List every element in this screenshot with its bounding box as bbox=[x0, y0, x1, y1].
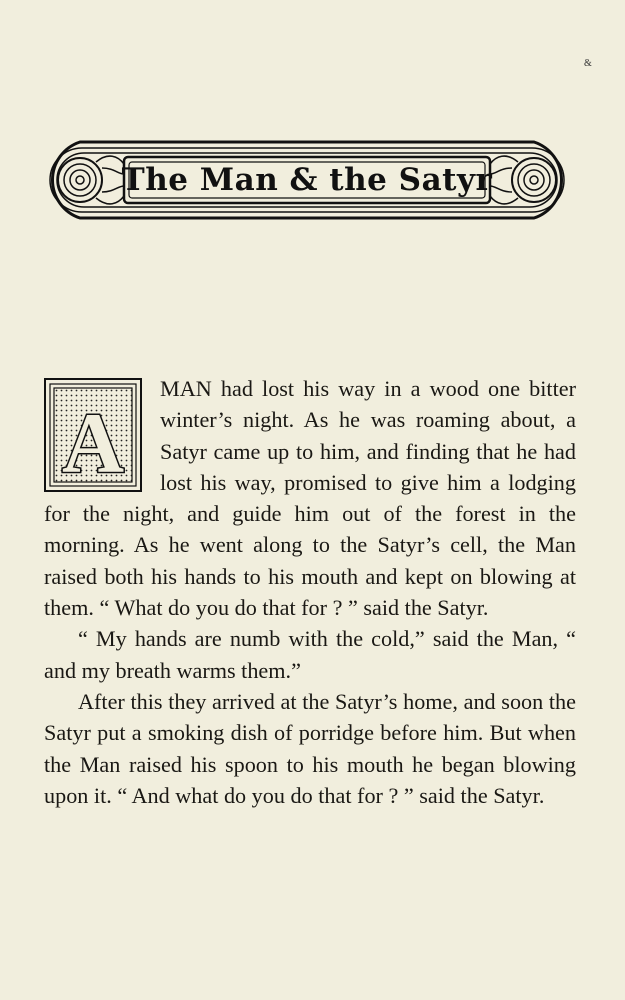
drop-cap-letter: A bbox=[61, 395, 125, 491]
paragraph-2: “ My hands are numb with the cold,” said the Man, “ and my breath warms them.” bbox=[44, 626, 576, 683]
title-banner bbox=[38, 138, 576, 222]
drop-cap-spacer bbox=[44, 373, 160, 497]
corner-mark: & bbox=[584, 58, 592, 69]
story-text bbox=[44, 373, 576, 811]
story-title: The Man & the Satyr bbox=[121, 162, 493, 198]
paragraph-3: After this they arrived at the Satyr’s home, and soon the Satyr put a smoking dish of porridge before him. But when the Man raised his spoon to his mouth he began blowing upon it. “ And what do you do that for ? ” said the Satyr. bbox=[44, 688, 576, 808]
paragraph-1: MAN had lost his way in a wood one bitter winter’s night. As he was roaming about, a Satyr came up to him, and finding that he had lost his way, promised to give him a lodging for the night, and guide him out of the forest in the morning. As he went along to the Satyr’s cell, the Man raised both his hands to his mouth and kept on blowing at them. “ What do you do that for ? ” said the Satyr. bbox=[44, 376, 576, 621]
